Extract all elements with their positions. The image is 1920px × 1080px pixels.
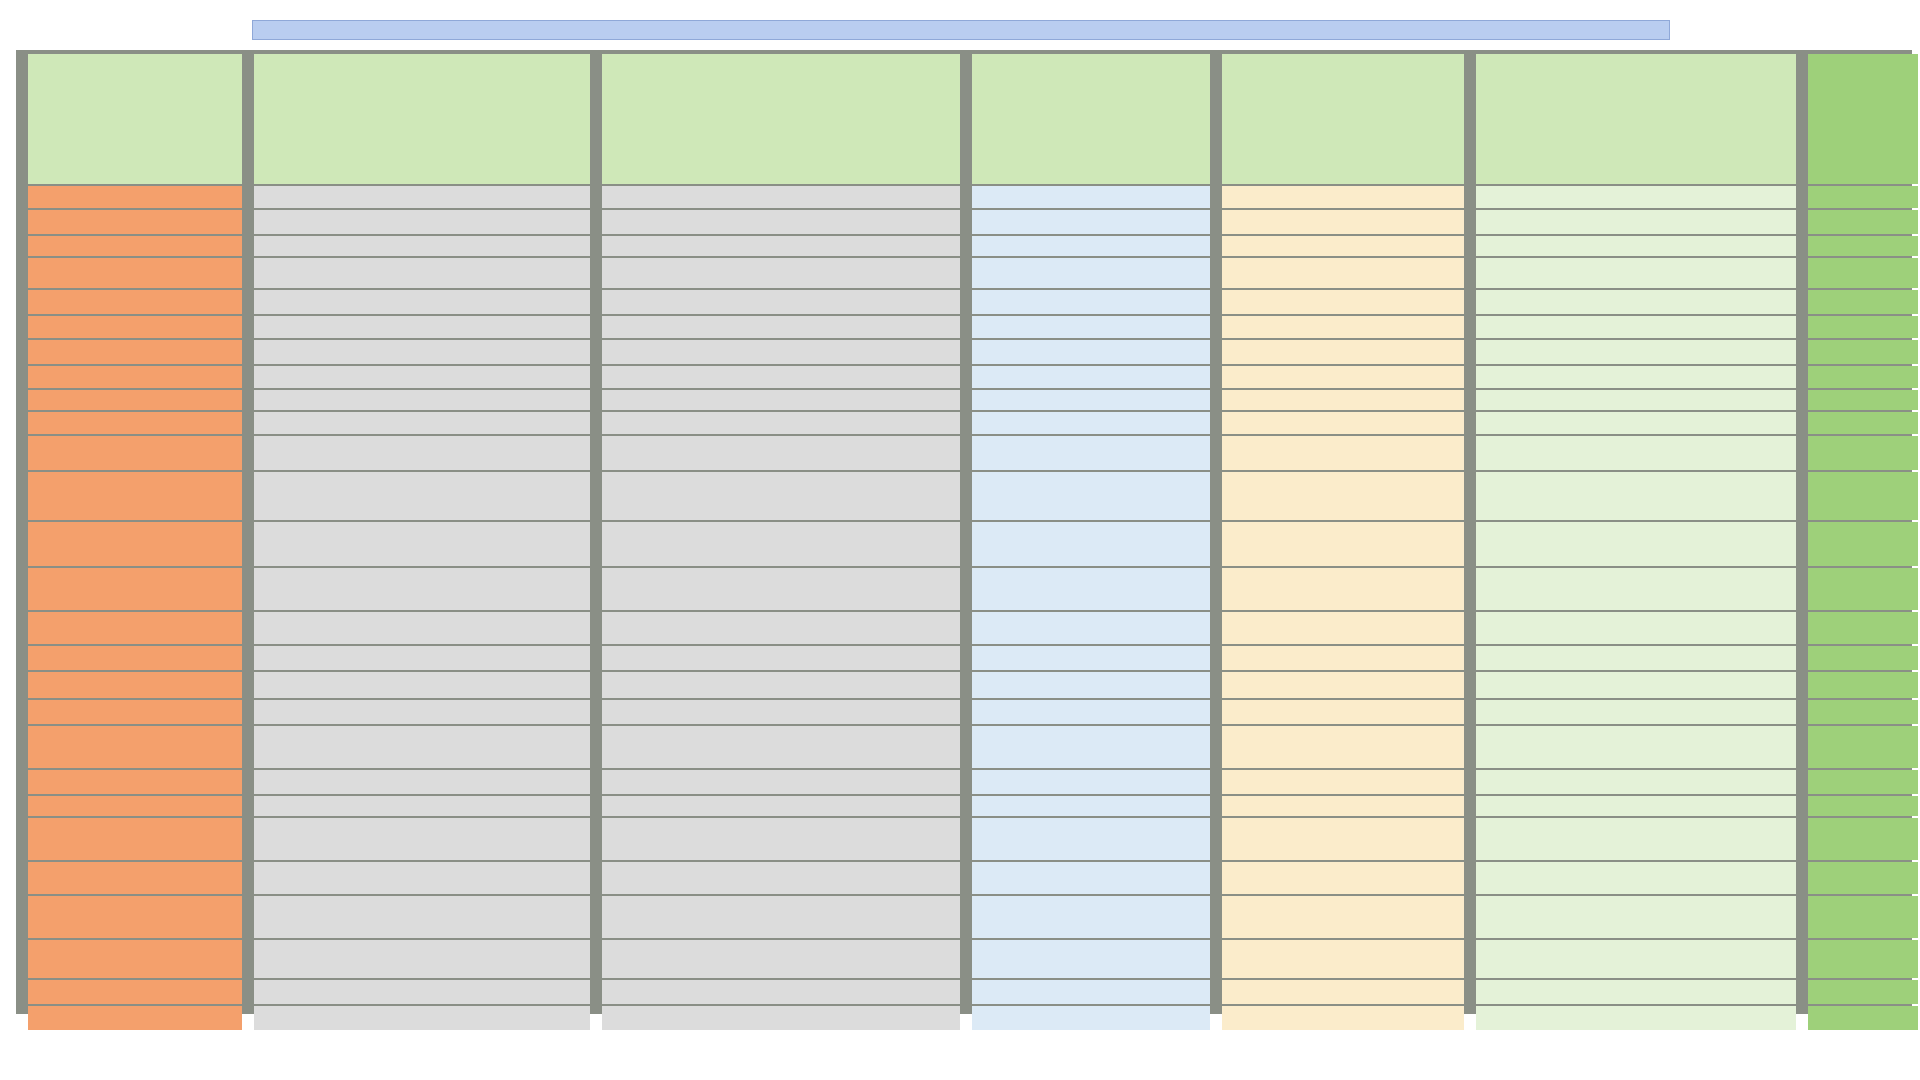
table-cell [972,472,1210,520]
table-cell [254,366,590,388]
table-cell [1808,340,1918,364]
table-cell [1476,646,1796,670]
table-cell [1222,1006,1464,1030]
table-cell [28,896,242,938]
table-cell [1808,412,1918,434]
table-cell [1808,672,1918,698]
table-cell [1222,258,1464,288]
table-cell [1476,612,1796,644]
table-cell [254,672,590,698]
table-cell [602,290,960,314]
table-cell [1808,522,1918,566]
table-cell [1476,818,1796,860]
col5-header [1222,54,1464,184]
table-cell [1476,316,1796,338]
table-cell [28,186,242,208]
table-cell [1476,896,1796,938]
table-cell [1222,896,1464,938]
table-cell [28,258,242,288]
table-cell [1808,1006,1918,1030]
table-cell [972,290,1210,314]
table-cell [1222,612,1464,644]
table-cell [1808,770,1918,794]
table-cell [254,412,590,434]
table-cell [28,366,242,388]
table-cell [972,568,1210,610]
table-cell [254,646,590,670]
table-cell [1476,236,1796,256]
table-cell [1476,700,1796,724]
table-cell [972,726,1210,768]
table-cell [972,436,1210,470]
table-cell [1222,796,1464,816]
table-cell [1222,186,1464,208]
col3-header [602,54,960,184]
col6-header [1476,54,1796,184]
table-cell [254,896,590,938]
table-cell [1476,186,1796,208]
table-cell [28,390,242,410]
table-cell [602,340,960,364]
table-cell [1222,818,1464,860]
table-cell [1476,726,1796,768]
table-cell [28,472,242,520]
table-cell [972,862,1210,894]
col4-header [972,54,1210,184]
table-cell [1476,210,1796,234]
table-cell [602,412,960,434]
table-cell [1476,1006,1796,1030]
table-cell [254,472,590,520]
table-cell [254,726,590,768]
table-cell [602,646,960,670]
table-cell [28,236,242,256]
table-cell [1808,236,1918,256]
table-cell [254,340,590,364]
table-cell [972,612,1210,644]
table-cell [972,186,1210,208]
table-cell [972,1006,1210,1030]
table-cell [972,390,1210,410]
table-cell [1476,770,1796,794]
table-cell [28,940,242,978]
table-cell [254,770,590,794]
table-cell [254,258,590,288]
table-cell [28,700,242,724]
table-cell [972,340,1210,364]
table-cell [1476,258,1796,288]
table-cell [1222,412,1464,434]
table-cell [602,672,960,698]
row-number-header [1808,54,1918,184]
table-cell [254,700,590,724]
table-cell [602,862,960,894]
table-cell [602,436,960,470]
table-cell [254,186,590,208]
table-cell [1808,818,1918,860]
table-cell [28,862,242,894]
table-cell [1222,210,1464,234]
table-cell [602,896,960,938]
table-cell [28,818,242,860]
table-cell [254,980,590,1004]
table-cell [28,290,242,314]
table-cell [1808,210,1918,234]
table-cell [254,612,590,644]
table-cell [1222,436,1464,470]
table-cell [28,210,242,234]
table-cell [602,940,960,978]
table-cell [1222,770,1464,794]
footnote [1474,1062,1904,1074]
table-cell [1808,896,1918,938]
table-cell [1808,472,1918,520]
table-cell [1222,862,1464,894]
table-cell [28,796,242,816]
table-cell [1476,522,1796,566]
table-cell [1222,366,1464,388]
data-table [16,50,1912,1014]
table-cell [972,672,1210,698]
table-cell [28,412,242,434]
table-cell [1476,980,1796,1004]
table-cell [254,522,590,566]
table-cell [28,770,242,794]
table-cell [1808,436,1918,470]
table-cell [972,522,1210,566]
table-cell [1222,290,1464,314]
table-cell [28,726,242,768]
table-cell [1476,340,1796,364]
table-cell [1222,522,1464,566]
table-cell [28,646,242,670]
table-cell [1476,412,1796,434]
table-cell [1222,316,1464,338]
table-cell [1476,940,1796,978]
table-cell [28,436,242,470]
table-cell [1222,726,1464,768]
table-cell [972,258,1210,288]
table-cell [972,700,1210,724]
table-cell [1808,366,1918,388]
table-cell [972,316,1210,338]
table-cell [1808,700,1918,724]
document-title [252,20,1670,40]
table-cell [602,210,960,234]
table-cell [972,980,1210,1004]
table-cell [1808,290,1918,314]
table-cell [602,472,960,520]
table-cell [1222,390,1464,410]
table-cell [972,646,1210,670]
table-cell [1222,700,1464,724]
table-cell [28,340,242,364]
table-cell [254,940,590,978]
table-cell [1808,646,1918,670]
table-cell [972,770,1210,794]
table-cell [602,186,960,208]
table-cell [1476,862,1796,894]
table-cell [254,862,590,894]
table-cell [602,316,960,338]
table-cell [602,258,960,288]
table-cell [602,796,960,816]
table-cell [1476,672,1796,698]
table-cell [602,390,960,410]
table-cell [254,1006,590,1030]
table-cell [1808,796,1918,816]
table-cell [602,980,960,1004]
table-cell [254,236,590,256]
table-cell [1222,568,1464,610]
table-cell [1808,980,1918,1004]
table-cell [602,726,960,768]
table-cell [1222,236,1464,256]
table-cell [254,796,590,816]
table-cell [254,818,590,860]
table-cell [602,700,960,724]
table-cell [1222,672,1464,698]
table-cell [1808,186,1918,208]
table-cell [28,612,242,644]
table-cell [602,236,960,256]
table-cell [28,1006,242,1030]
table-cell [972,412,1210,434]
table-cell [972,796,1210,816]
table-cell [28,980,242,1004]
remarks-header [28,54,242,184]
table-cell [602,770,960,794]
table-cell [254,568,590,610]
table-cell [254,210,590,234]
table-cell [28,316,242,338]
table-cell [1808,390,1918,410]
table-cell [254,290,590,314]
table-cell [972,896,1210,938]
table-cell [972,210,1210,234]
table-cell [1808,726,1918,768]
table-cell [972,940,1210,978]
table-cell [1476,290,1796,314]
table-cell [602,366,960,388]
table-cell [602,568,960,610]
table-cell [1476,568,1796,610]
table-cell [1222,646,1464,670]
col2-header [254,54,590,184]
table-cell [602,612,960,644]
table-cell [1476,366,1796,388]
table-cell [1476,390,1796,410]
table-cell [1222,340,1464,364]
table-cell [972,818,1210,860]
table-cell [1808,940,1918,978]
table-cell [972,236,1210,256]
table-cell [602,522,960,566]
table-cell [1476,796,1796,816]
table-cell [28,568,242,610]
table-cell [28,672,242,698]
table-cell [602,818,960,860]
table-cell [1808,568,1918,610]
table-cell [1476,472,1796,520]
table-cell [1808,316,1918,338]
table-cell [1222,980,1464,1004]
table-cell [1222,940,1464,978]
table-cell [1808,612,1918,644]
table-cell [254,390,590,410]
table-cell [1476,436,1796,470]
table-cell [254,316,590,338]
table-cell [1808,258,1918,288]
table-cell [1222,472,1464,520]
table-cell [28,522,242,566]
table-cell [972,366,1210,388]
table-cell [1808,862,1918,894]
table-cell [254,436,590,470]
table-cell [602,1006,960,1030]
